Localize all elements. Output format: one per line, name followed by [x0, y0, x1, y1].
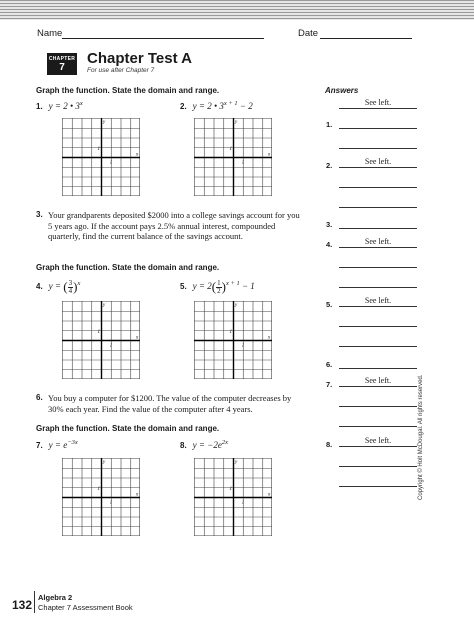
book-title: Algebra 2 [38, 593, 73, 602]
answer-line[interactable] [339, 426, 417, 427]
grid-svg [194, 118, 272, 196]
problem-number: 8. [180, 441, 187, 450]
equation-tail: − 2 [237, 101, 253, 111]
page-number: 132 [12, 598, 33, 612]
answer-line[interactable] [339, 346, 417, 347]
answer-number-3: 3. [326, 220, 333, 229]
equation: y = 2 • 3 [48, 101, 80, 111]
problem-3 [36, 210, 306, 242]
y-tick-label: 1 [97, 329, 100, 335]
coordinate-grid-7[interactable] [62, 458, 140, 536]
problem-number: 2. [180, 102, 187, 111]
x-tick-label: 1 [241, 160, 245, 166]
fraction-denominator: 4 [68, 286, 73, 295]
y-tick-label: 1 [229, 146, 232, 152]
top-stripe-bar [0, 0, 474, 20]
footer-divider [34, 591, 35, 613]
equation-exponent: x + 1 [223, 100, 238, 107]
answer-line[interactable] [339, 446, 417, 447]
answer-line[interactable] [339, 187, 417, 188]
problem-number: 1. [36, 102, 43, 111]
grid-svg [62, 118, 140, 196]
grid-svg [194, 458, 272, 536]
fraction-numerator: 1 [217, 278, 221, 287]
date-label: Date [298, 28, 319, 39]
answer-number-8: 8. [326, 440, 333, 449]
answer-line[interactable] [339, 287, 417, 288]
coordinate-grid-8[interactable] [194, 458, 272, 536]
x-tick-label: 1 [109, 160, 113, 166]
name-label: Name [37, 28, 63, 39]
answer-line[interactable] [339, 267, 417, 268]
instruction-3: Graph the function. State the domain and range. [36, 424, 220, 433]
name-field[interactable] [62, 38, 264, 39]
answer-line[interactable] [339, 306, 417, 307]
instruction-1: Graph the function. State the domain and range. [36, 86, 220, 95]
answer-line[interactable] [339, 167, 417, 168]
answer-text-4: See left. [364, 237, 392, 246]
answer-line[interactable] [339, 326, 417, 327]
equation: y = [48, 281, 64, 292]
y-tick-label: 1 [229, 329, 232, 335]
x-axis-label: x [268, 492, 271, 498]
x-axis-label: x [268, 152, 271, 158]
answer-line[interactable] [339, 148, 417, 149]
chapter-badge-word: CHAPTER [48, 56, 76, 62]
fraction-denominator: 2 [217, 286, 221, 295]
answer-number-2: 2. [326, 161, 333, 170]
x-axis-label: x [268, 335, 271, 341]
answer-text-7: See left. [364, 376, 392, 385]
problem-number: 5. [180, 282, 187, 292]
equation-tail: − 1 [239, 281, 255, 292]
answer-number-4: 4. [326, 240, 333, 249]
answer-line[interactable] [339, 486, 417, 487]
answer-text-1: See left. [364, 98, 392, 107]
answer-number-7: 7. [326, 380, 333, 389]
problem-4: 4. y = ( $\frac{3}{4}$ )$^x$ [36, 278, 81, 295]
x-axis-label: x [136, 335, 139, 341]
answer-line[interactable] [339, 406, 417, 407]
x-axis-label: x [136, 492, 139, 498]
answers-heading: Answers [325, 86, 359, 95]
problem-number: 3. [36, 210, 43, 219]
grid-svg [194, 301, 272, 379]
page-subtitle: For use after Chapter 7 [87, 67, 155, 74]
answer-number-1: 1. [326, 120, 333, 129]
y-axis-label: y [103, 460, 106, 465]
instruction-2: Graph the function. State the domain and range. [36, 263, 220, 272]
coordinate-grid-2[interactable] [194, 118, 272, 196]
x-axis-label: x [136, 152, 139, 158]
equation: y = 2 • 3 [192, 101, 224, 111]
answer-text-5: See left. [364, 296, 392, 305]
equation-exponent: x [79, 100, 83, 107]
equation: y = −2e [192, 440, 222, 450]
answer-line[interactable] [339, 228, 417, 229]
answer-line[interactable] [339, 247, 417, 248]
y-axis-label: y [235, 120, 238, 125]
answer-line[interactable] [339, 207, 417, 208]
chapter-badge [47, 53, 77, 75]
y-tick-label: 1 [97, 146, 100, 152]
problem-6 [36, 393, 306, 414]
coordinate-grid-5[interactable] [194, 301, 272, 379]
grid-svg [62, 458, 140, 536]
book-subtitle: Chapter 7 Assessment Book [38, 603, 133, 612]
y-tick-label: 1 [229, 486, 232, 492]
y-axis-label: y [103, 120, 106, 125]
chapter-badge-number: 7 [59, 62, 65, 73]
page-title: Chapter Test A [87, 50, 193, 67]
problem-number: 7. [36, 441, 43, 450]
answer-number-6: 6. [326, 360, 333, 369]
problem-5: 5. y = 2( $\frac{1}{2}$ )$^{x + 1}$ − 1 [180, 278, 255, 295]
grid-svg [62, 301, 140, 379]
x-tick-label: 1 [109, 343, 113, 349]
equation-exponent: x [77, 280, 81, 288]
y-tick-label: 1 [97, 486, 100, 492]
equation-exponent: 2x [221, 439, 228, 446]
answer-line[interactable] [339, 368, 417, 369]
equation: y = e [48, 440, 68, 450]
problem-number: 6. [36, 393, 43, 402]
equation-exponent: −3x [67, 439, 78, 446]
answer-text-2: See left. [364, 157, 392, 166]
coordinate-grid-4[interactable] [62, 301, 140, 379]
equation: y = 2 [192, 281, 212, 292]
x-tick-label: 1 [241, 500, 245, 506]
copyright-notice: Copyright © Holt McDougal. All rights reserved. [418, 374, 424, 500]
date-field[interactable] [320, 38, 412, 39]
answer-text-8: See left. [364, 436, 392, 445]
problem-7 [36, 439, 78, 450]
problem-text: You buy a computer for $1200. The value of the computer decreases by 30% each year. Find the value of the computer after 4 years. [48, 393, 292, 414]
answer-line[interactable] [339, 386, 417, 387]
answer-line[interactable] [339, 466, 417, 467]
fraction-numerator: 3 [68, 278, 73, 287]
y-axis-label: y [235, 460, 238, 465]
problem-8 [180, 439, 228, 450]
x-tick-label: 1 [109, 500, 113, 506]
equation-exponent: x + 1 [225, 280, 240, 288]
y-axis-label: y [103, 303, 106, 308]
problem-text: Your grandparents deposited $2000 into a college savings account for you 5 years ago. If the account pays 2.5% annual interest, compounded quarterly, find the current balance of the savings account. [48, 210, 300, 241]
answer-number-5: 5. [326, 300, 333, 309]
problem-number: 4. [36, 282, 43, 292]
answer-line[interactable] [339, 128, 417, 129]
problem-2 [180, 100, 253, 111]
problem-1 [36, 100, 83, 111]
coordinate-grid-1[interactable] [62, 118, 140, 196]
answer-line[interactable] [339, 108, 417, 109]
y-axis-label: y [235, 303, 238, 308]
x-tick-label: 1 [241, 343, 245, 349]
